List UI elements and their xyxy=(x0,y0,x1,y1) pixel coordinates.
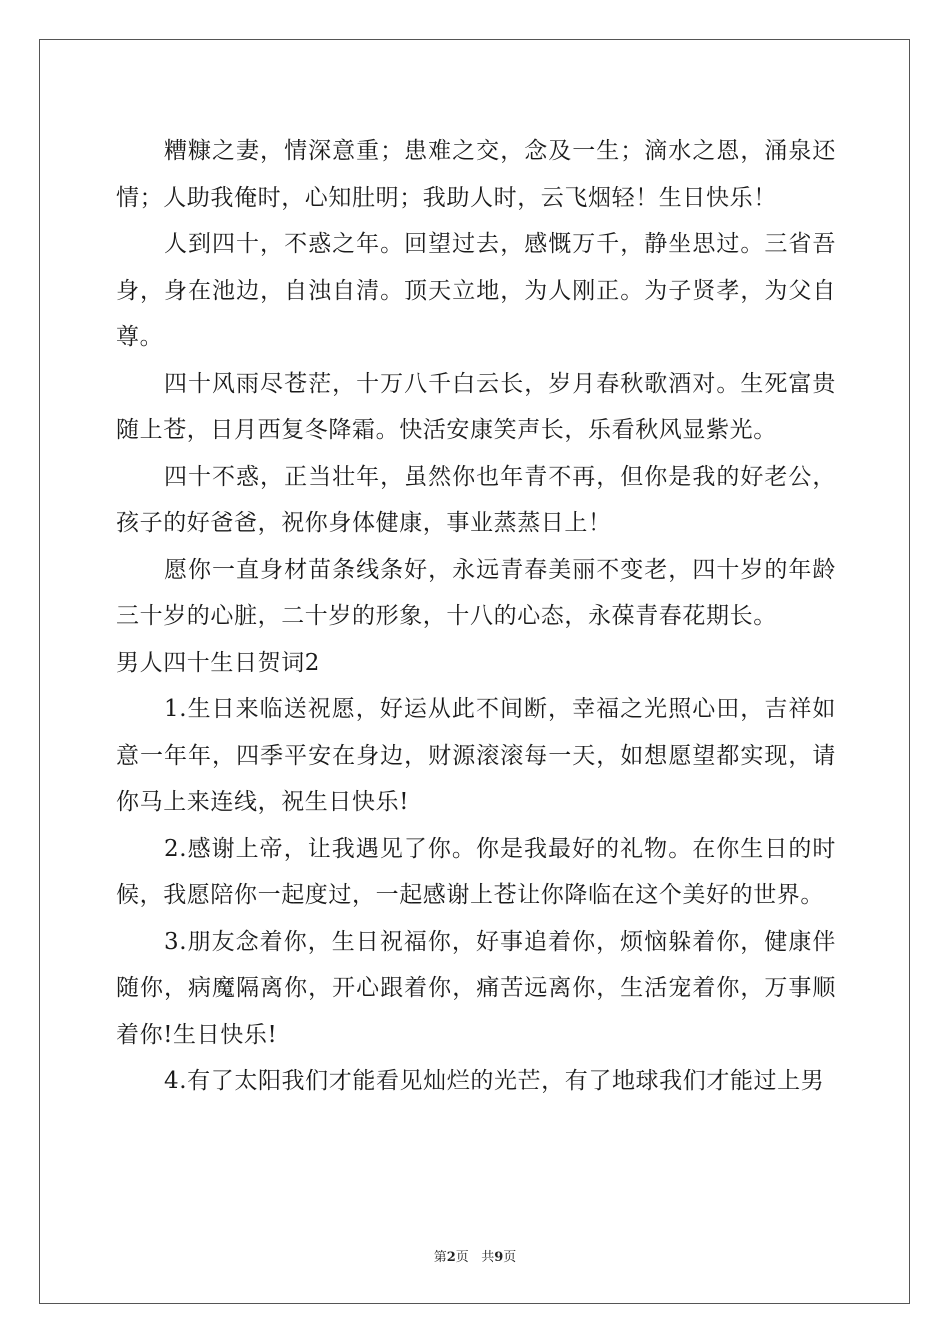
numbered-paragraph: 3.朋友念着你，生日祝福你，好事追着你，烦恼躲着你，健康伴随你，病魔隔离你，开心跟着你，痛苦远离你，生活宠着你，万事顺着你!生日快乐! xyxy=(116,928,836,1048)
paragraph: 四十不惑，正当壮年，虽然你也年青不再，但你是我的好老公，孩子的好爸爸，祝你身体健康，事业蒸蒸日上！ xyxy=(116,463,836,536)
page-current: 2 xyxy=(446,1250,456,1265)
numbered-paragraph: 4.有了太阳我们才能看见灿烂的光芒，有了地球我们才能过上男 xyxy=(164,1068,825,1094)
page-suffix: 页 xyxy=(455,1250,469,1265)
section-heading: 男人四十生日贺词2 xyxy=(116,649,321,676)
page-total: 9 xyxy=(494,1250,504,1265)
page-footer xyxy=(0,1246,950,1265)
numbered-paragraph: 1.生日来临送祝愿，好运从此不间断，幸福之光照心田，吉祥如意一年年，四季平安在身边，财源滚滚每一天，如想愿望都实现，请你马上来连线，祝生日快乐! xyxy=(116,696,836,815)
page-prefix: 第 xyxy=(433,1250,447,1265)
total-prefix: 共 xyxy=(481,1250,495,1265)
document-body xyxy=(116,128,836,1105)
paragraph: 人到四十，不惑之年。回望过去，感慨万千，静坐思过。三省吾身，身在池边，自浊自清。顶天立地，为人刚正。为子贤孝，为父自尊。 xyxy=(116,231,836,350)
paragraph: 糟糠之妻，情深意重；患难之交，念及一生；滴水之恩，涌泉还情；人助我俺时，心知肚明；我助人时，云飞烟轻！生日快乐！ xyxy=(116,138,836,211)
paragraph: 四十风雨尽苍茫，十万八千白云长，岁月春秋歌酒对。生死富贵随上苍，日月西复冬降霜。快活安康笑声长，乐看秋风显紫光。 xyxy=(116,370,836,443)
total-suffix: 页 xyxy=(503,1250,517,1265)
numbered-paragraph: 2.感谢上帝，让我遇见了你。你是我最好的礼物。在你生日的时候，我愿陪你一起度过，一起感谢上苍让你降临在这个美好的世界。 xyxy=(116,835,836,908)
paragraph: 愿你一直身材苗条线条好，永远青春美丽不变老，四十岁的年龄三十岁的心脏，二十岁的形象，十八的心态，永葆青春花期长。 xyxy=(116,556,836,629)
